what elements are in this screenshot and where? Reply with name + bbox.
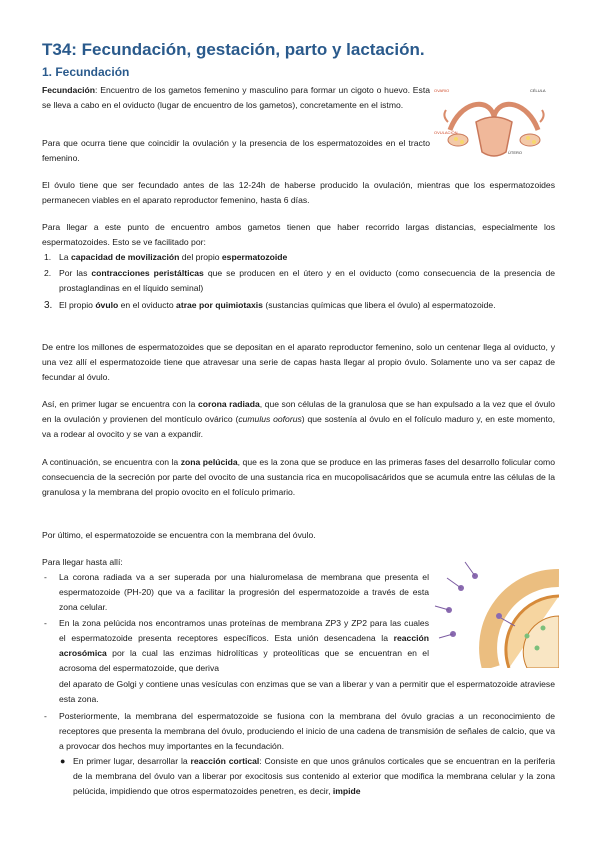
- paragraph-millones: De entre los millones de espermatozoides que se depositan en el aparato reproductor femenino, solo un centenar llega al oviducto, y una vez allí el espermatozoide tiene que atravesar una serie de capas hasta llegar al propio óvulo. Solamente uno va ser capaz de fecundar al óvulo.: [42, 342, 555, 382]
- reproductive-tract-figure: [430, 82, 558, 166]
- page-title: T34: Fecundación, gestación, parto y lactación.: [42, 40, 425, 59]
- paragraph-zona-pelucida: A continuación, se encuentra con la zona pelúcida, que es la zona que se produce en las primeras fases del desarrollo folicular como consecuencia de la secreción por parte del ovocito de una sustancia rica en mucopolisacáridos que se acumula entre las células de la granulosa y la membrana del propio ovocito en el folículo primario.: [42, 457, 555, 497]
- paragraph-ovulo: El óvulo tiene que ser fecundado antes de las 12-24h de haberse producido la ovulación, mientras que los espermatozoides permanecen viables en el aparato reproductor femenino, hasta 6 días.: [42, 180, 555, 205]
- paragraph-intro: [42, 83, 430, 113]
- paragraph-corona: Así, en primer lugar se encuentra con la corona radiada, que son células de la granulosa que se han expulsado a la vez que el óvulo en la ovulación y provienen del montículo ovárico (cumulus ooforus) que sostenía al óvulo en el folículo maduro y, en este momento, va a rodear al ovocito y se van a expandir.: [42, 399, 555, 439]
- paragraph-llegar: Para llegar a este punto de encuentro ambos gametos tienen que haber recorrido largas distancias, especialmente los espermatozoides. Esto se ve facilitado por:: [42, 222, 555, 247]
- dash-item: La corona radiada va a ser superada por una hialuromelasa de membrana que presenta el espermatozoide (PH-20) que va a facilitar la progresión del espermatozoide a través de esta zona celular.: [59, 572, 429, 612]
- section-heading: 1. Fecundación: [42, 65, 130, 79]
- bullet-item: En primer lugar, desarrollar la reacción cortical: Consiste en que unos gránulos corticales que se encuentran en la periferia de la membrana del óvulo van a liberar por exocitosis sus contenido al exterior que modifica la membrana celular y la zona pelúcida, impidiendo que otros espermatozoides penetren, es decir, impide: [73, 756, 556, 796]
- list-marker: 1.: [44, 252, 52, 262]
- figure-label-utero: ÚTERO: [508, 150, 522, 155]
- dash-item: En la zona pelúcida nos encontramos unas proteínas de membrana ZP3 y ZP2 para las cuales el espermatozoide presenta receptores específicos. Esta unión desencadena la reacción acrosómica por la cual las enzimas hidrolíticas y proteolíticas que se encuentran en el acrosoma del espermatozoide, que deriva: [59, 618, 429, 673]
- list-item: Por las contracciones peristálticas que se producen en el útero y en el oviducto (como consecuencia de la presencia de prostaglandinas en el líquido seminal): [59, 268, 556, 293]
- dash-marker: -: [44, 711, 47, 721]
- paragraph-para-llegar: Para llegar hasta allí:: [42, 557, 123, 567]
- dash-marker: -: [44, 572, 47, 582]
- intro-text: : Encuentro de los gametos femenino y masculino para formar un cigoto o huevo. Esta se lleva a cabo en el oviducto (lugar de encuentro de los gametos), concretamente en el istmo.: [42, 85, 430, 110]
- bullet-marker: ●: [60, 756, 66, 766]
- list-item: El propio óvulo en el oviducto atrae por quimiotaxis (sustancias químicas que libera el óvulo) al espermatozoide.: [59, 300, 496, 310]
- figure-label-ovario: OVARIO: [434, 88, 450, 93]
- list-marker: 2.: [44, 268, 52, 278]
- oocyte-layers-figure: [431, 558, 559, 668]
- paragraph-ultimo: Por último, el espermatozoide se encuentra con la membrana del óvulo.: [42, 530, 316, 540]
- paragraph-ovulacion: Para que ocurra tiene que coincidir la ovulación y la presencia de los espermatozoides en el tracto femenino.: [42, 138, 430, 163]
- figure-label-celula: CÉLULA: [530, 88, 546, 93]
- figure-label-ovulacion: OVULACIÓN: [434, 130, 458, 135]
- term-fecundacion: Fecundación: [42, 85, 96, 95]
- list-item: La capacidad de movilización del propio espermatozoide: [59, 252, 288, 262]
- dash-marker: -: [44, 618, 47, 628]
- list-marker: 3.: [44, 300, 53, 311]
- dash-item: Posteriormente, la membrana del espermatozoide se fusiona con la membrana del óvulo gracias a un reconocimiento de receptores que presenta la membrana del óvulo, produciendo el inicio de una cadena de transmisión de señales de calcio, que va a provocar dos hechos muy importantes en la fecundación.: [59, 711, 555, 751]
- dash-item-continuation: del aparato de Golgi y contiene unas vesículas con enzimas que se van a liberar y van a permitir que el espermatozoide atraviese esta zona.: [59, 679, 555, 704]
